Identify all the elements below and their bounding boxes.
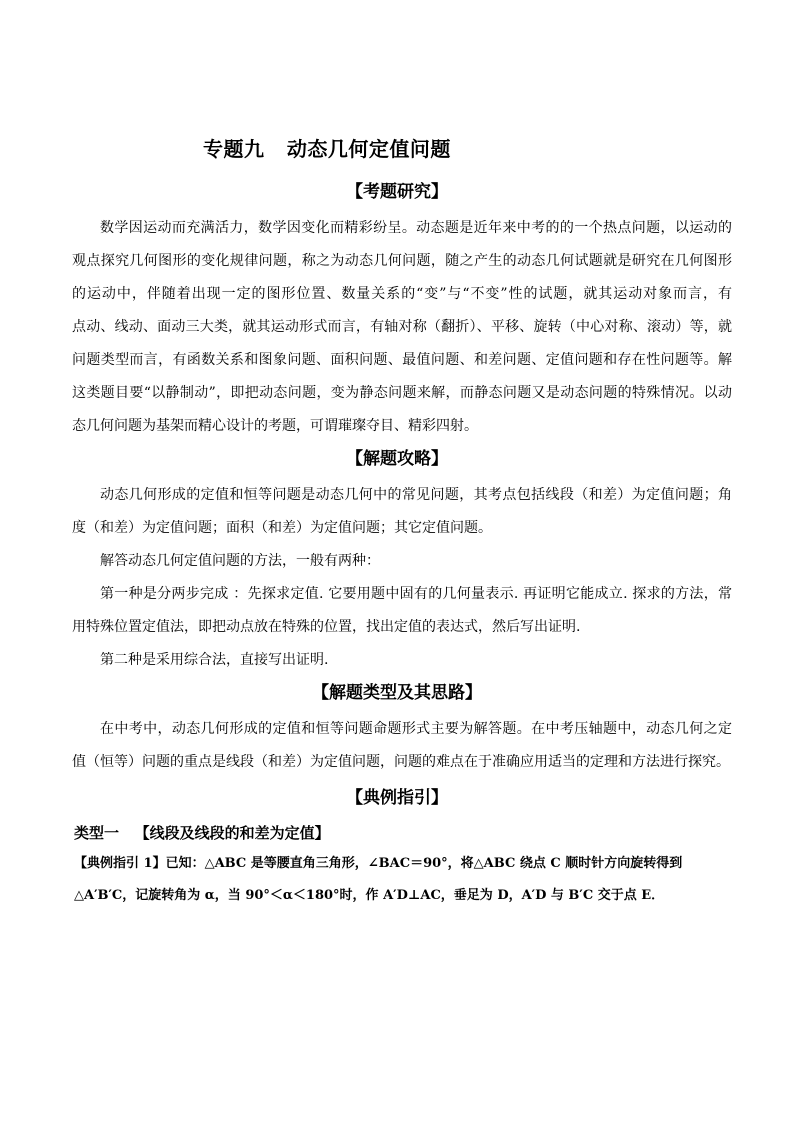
strategy-line: 解答动态几何定值问题的方法，一般有两种：: [100, 553, 380, 569]
example-line: △A′B′C，记旋转角为 α，当 90°＜α＜180°时，作 A′D⊥AC，垂足为 D，A′D 与 B′C 交于点 E．: [74, 888, 665, 903]
section-heading-examples: 【典例指引】: [346, 788, 448, 808]
strategy-line: 第一种是分两步完成 ：先探求定值. 它要用题中固有的几何量表示. 再证明它能成立. 探求的方法，常: [100, 586, 732, 602]
section-heading-types: 【解题类型及其思路】: [312, 683, 482, 703]
section-heading-research: 【考题研究】: [346, 182, 448, 202]
types-line: 在中考中，动态几何形成的定值和恒等问题命题形式主要为解答题。在中考压轴题中，动态几何之定: [100, 721, 732, 737]
example-line: 【典例指引 1】已知：△ABC 是等腰直角三角形，∠BAC＝90°，将△ABC 绕点 C 顺时针方向旋转得到: [74, 856, 683, 871]
strategy-line: 度（和差）为定值问题；面积（和差）为定值问题；其它定值问题。: [72, 520, 492, 536]
research-line: 问题类型而言，有函数关系和图象问题、面积问题、最值问题、和差问题、定值问题和存在性问题等。解: [72, 352, 732, 368]
research-line: 数学因运动而充满活力，数学因变化而精彩纷呈。动态题是近年来中考的的一个热点问题，以运动的: [100, 220, 732, 236]
research-line: 观点探究几何图形的变化规律问题，称之为动态几何问题，随之产生的动态几何试题就是研究在几何图形: [72, 253, 732, 269]
section-heading-strategy: 【解题攻略】: [346, 449, 448, 469]
strategy-line: 用特殊位置定值法，即把动点放在特殊的位置，找出定值的表达式，然后写出证明.: [72, 619, 581, 635]
strategy-line: 动态几何形成的定值和恒等问题是动态几何中的常见问题，其考点包括线段（和差）为定值问题；角: [100, 487, 732, 503]
research-line: 的运动中，伴随着出现一定的图形位置、数量关系的“变”与“不变”性的试题，就其运动对象而言，有: [72, 286, 732, 302]
research-line: 这类题目要“以静制动”，即把动态问题，变为静态问题来解，而静态问题又是动态问题的特殊情况。以动: [72, 385, 732, 401]
type-one-heading: 类型一 【线段及线段的和差为定值】: [74, 824, 330, 842]
research-line: 态几何问题为基架而精心设计的考题，可谓璀璨夺目、精彩四射。: [72, 418, 478, 434]
research-line: 点动、线动、面动三大类，就其运动形式而言，有轴对称（翻折）、平移、旋转（中心对称、滚动）等，就: [72, 319, 732, 335]
strategy-line: 第二种是采用综合法，直接写出证明.: [100, 652, 329, 668]
page-title: 专题九 动态几何定值问题: [203, 137, 451, 161]
types-line: 值（恒等）问题的重点是线段（和差）为定值问题，问题的难点在于准确应用适当的定理和方法进行探究。: [72, 754, 730, 770]
